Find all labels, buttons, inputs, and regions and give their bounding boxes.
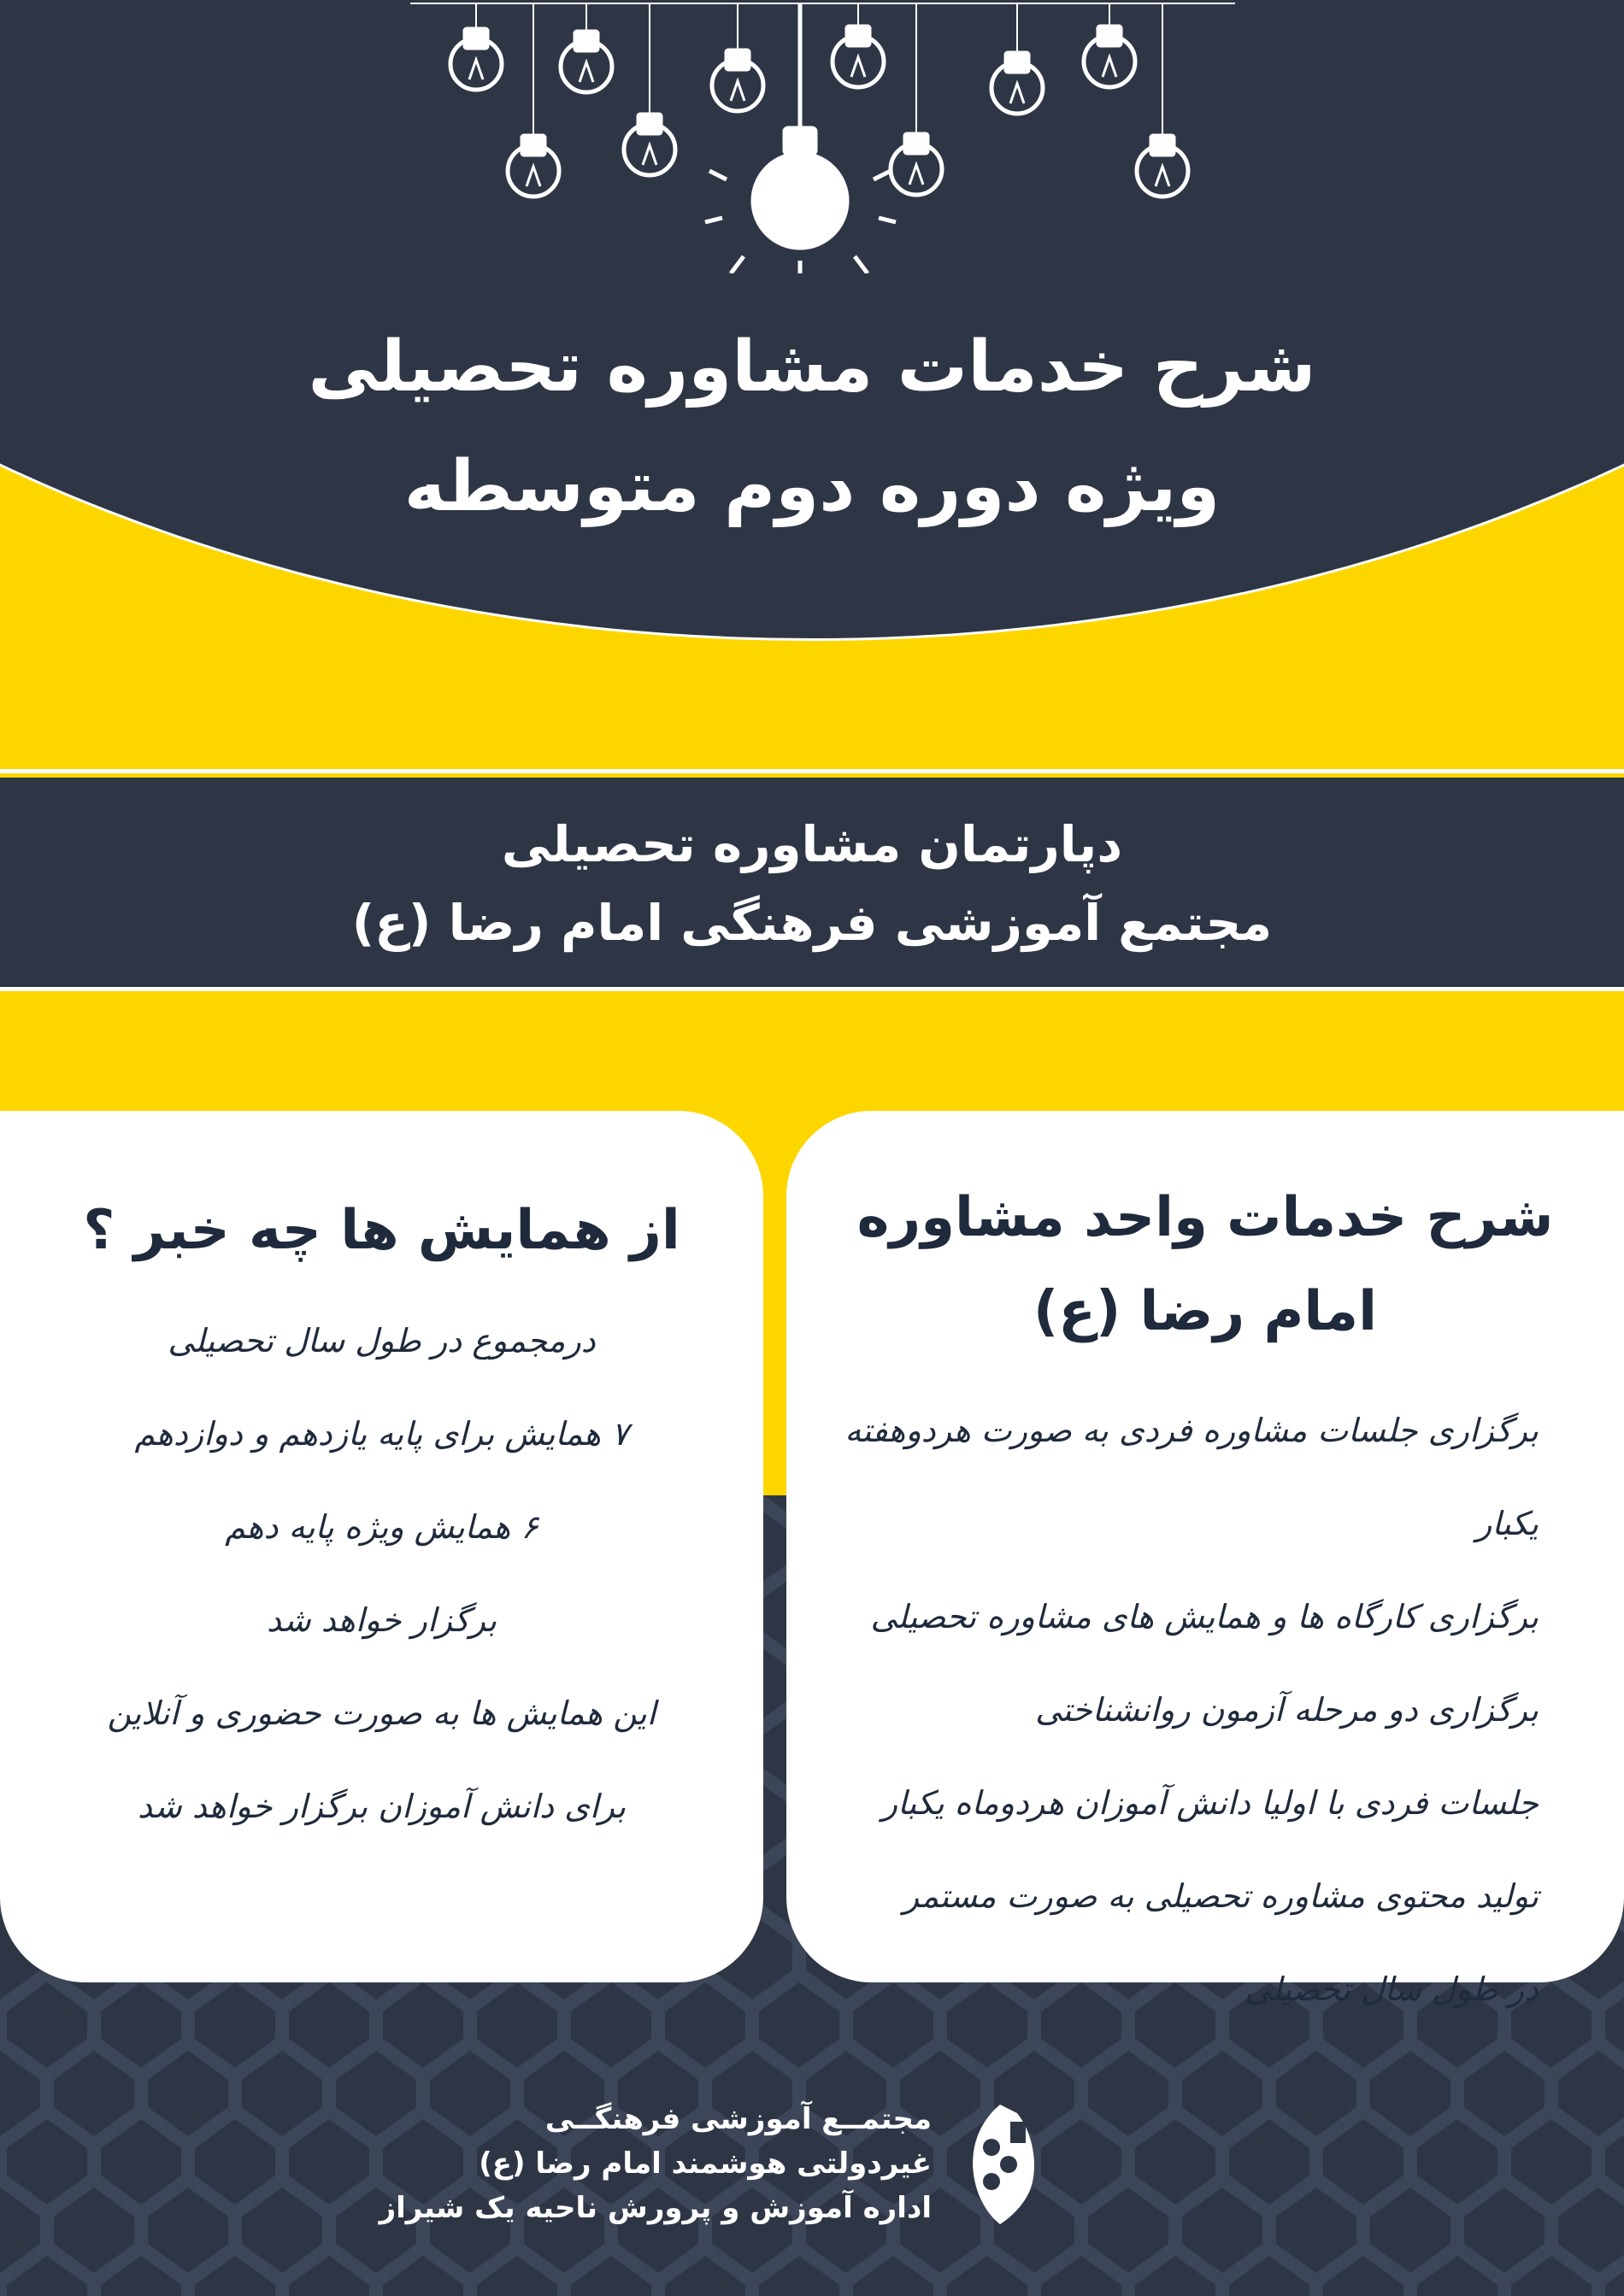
- conferences-item: این همایش ها به صورت حضوری و آنلاین: [107, 1694, 656, 1732]
- conferences-item: ۷ همایش برای پایه یازدهم و دوازدهم: [134, 1415, 629, 1453]
- institution-name: مجتمع آموزشی فرهنگی امام رضا (ع): [351, 894, 1273, 952]
- services-heading-line-2: امام رضا (ع): [1033, 1280, 1377, 1343]
- page-title-line-2: ویژه دوره دوم متوسطه: [403, 446, 1221, 527]
- services-item: برگزاری دو مرحله آزمون روانشناختی: [1035, 1691, 1539, 1729]
- footer-line-1: مجتمــع آموزشی فرهنگــی: [544, 2102, 932, 2136]
- divider: [0, 987, 1624, 991]
- department-banner: [0, 778, 1624, 987]
- conferences-card: [0, 1111, 763, 1982]
- footer-brand: [379, 2085, 1043, 2256]
- services-item: تولید محتوی مشاوره تحصیلی به صورت مستمر: [903, 1877, 1539, 1915]
- page-title: [0, 308, 1624, 547]
- services-item: برگزاری کارگاه ها و همایش های مشاوره تحصیلی: [870, 1598, 1539, 1635]
- conferences-item: ۶ همایش ویژه پایه دهم: [225, 1508, 538, 1546]
- conferences-item: برگزار خواهد شد: [266, 1601, 497, 1639]
- department-name: دپارتمان مشاوره تحصیلی: [501, 815, 1123, 873]
- footer-line-3: اداره آموزش و پرورش ناحیه یک شیراز: [379, 2191, 932, 2225]
- page-title-line-1: شرح خدمات مشاوره تحصیلی: [308, 326, 1316, 408]
- services-item: برگزاری جلسات مشاوره فردی به صورت هردوهفته یکبار: [844, 1412, 1539, 1542]
- conferences-item: برای دانش آموزان برگزار خواهد شد: [137, 1788, 627, 1825]
- services-item: جلسات فردی با اولیا دانش آموزان هردوماه یکبار: [881, 1784, 1539, 1822]
- services-item: در طول سال تحصیلی: [1244, 1970, 1539, 2008]
- services-card: [786, 1111, 1624, 2008]
- footer-line-2: غیردولتی هوشمند امام رضا (ع): [479, 2146, 932, 2181]
- services-heading-line-1: شرح خدمات واحد مشاوره: [856, 1186, 1554, 1249]
- hanging-bulbs-illustration: [0, 0, 1624, 273]
- conferences-item: درمجموع در طول سال تحصیلی: [168, 1322, 596, 1359]
- conferences-heading: از همایش ها چه خبر ؟: [83, 1199, 680, 1262]
- school-logo-icon: [957, 2100, 1043, 2228]
- divider: [0, 769, 1624, 773]
